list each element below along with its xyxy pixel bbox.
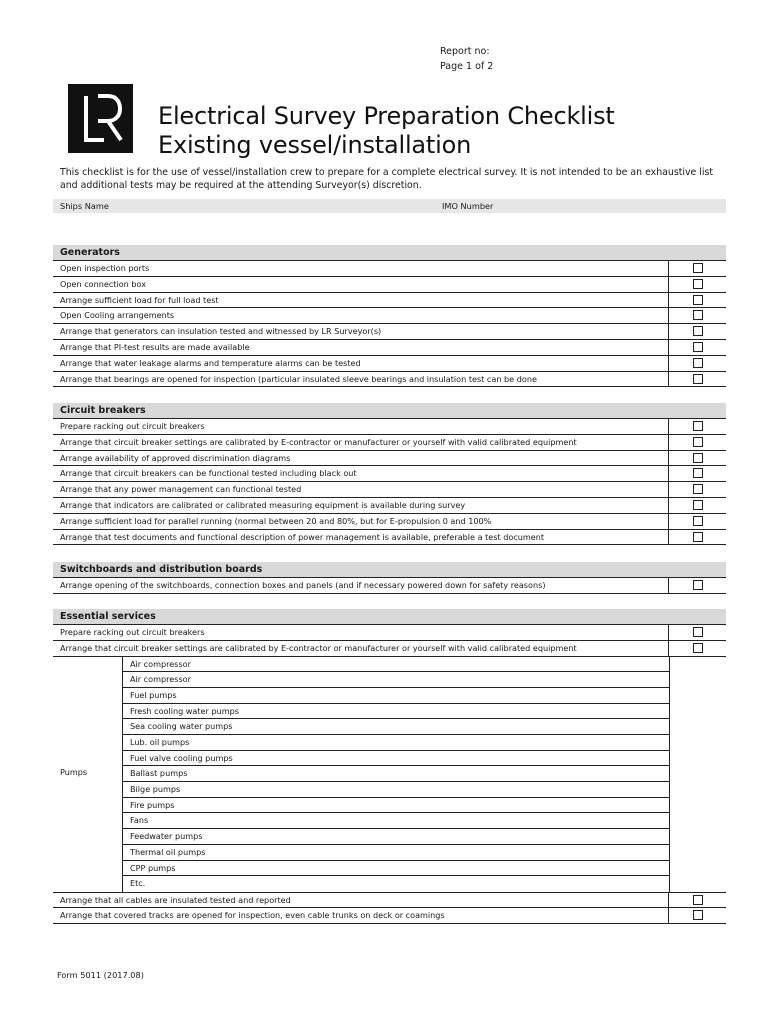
report-number-label: Report no: [440,46,490,57]
checkbox[interactable] [693,484,703,494]
checkbox-cell [668,577,727,594]
checkbox[interactable] [693,910,703,920]
checklist-item-text: Arrange that circuit breaker settings are calibrated by E-contractor or manufacturer or yourself with valid calibrated equipment [60,436,577,447]
checkbox-cell [668,307,727,324]
imo-number-label: IMO Number [442,201,494,211]
pump-item: Thermal oil pumps [123,845,669,861]
checkbox[interactable] [693,295,703,305]
checkbox[interactable] [693,453,703,463]
checkbox-cell [668,292,727,309]
checklist-row [53,514,726,530]
checklist-item-text: Arrange sufficient load for parallel running (normal between 20 and 80%, but for E-propulsion 0 and 100% [60,515,492,526]
form-number: Form 5011 (2017.08) [57,970,144,980]
checklist-item-text: Arrange that circuit breakers can be functional tested including black out [60,468,357,479]
checkbox[interactable] [693,580,703,590]
checklist-row [53,372,726,388]
checkbox-cell [668,418,727,435]
section-title: Essential services [53,609,726,625]
checklist-row [53,625,726,641]
checklist-item-text: Open connection box [60,278,146,289]
pump-item: Fresh cooling water pumps [123,704,669,720]
pump-item: Ballast pumps [123,766,669,782]
section-title: Generators [53,245,726,261]
pumps-block [53,657,726,893]
intro-text: This checklist is for the use of vessel/installation crew to prepare for a complete electrical survey. It is not intended to be an exhaustive list and additional tests may be required at the attending Surveyor(s) discretion. [60,167,714,191]
pump-item: Fuel pumps [123,688,669,704]
checklist-row [53,641,726,657]
checklist-item-text: Arrange that generators can insulation tested and witnessed by LR Surveyor(s) [60,326,382,337]
checklist-row [53,466,726,482]
section-title: Switchboards and distribution boards [53,562,726,578]
checkbox[interactable] [693,263,703,273]
checklist-row [53,908,726,924]
checkbox-cell [668,513,727,530]
checkbox[interactable] [693,468,703,478]
checkbox-cell [668,276,727,293]
checkbox-cell [668,371,727,388]
checkbox-cell [668,260,727,277]
checklist-row [53,340,726,356]
checklist-row [53,293,726,309]
pumps-label: Pumps [60,766,88,777]
checkbox[interactable] [693,342,703,352]
section-generators [53,245,726,387]
pump-item: Fans [123,813,669,829]
checkbox[interactable] [693,895,703,905]
checklist-row [53,419,726,435]
lr-logo [68,84,133,153]
checkbox[interactable] [693,627,703,637]
checkbox-cell [668,640,727,657]
checklist-row [53,277,726,293]
section-switchboards [53,562,726,594]
checkbox-cell [668,907,727,924]
checklist-item-text: Arrange that all cables are insulated tested and reported [60,894,291,905]
checklist-item-text: Arrange that bearings are opened for inspection (particular insulated sleeve bearings and insulation test can be done [60,373,537,384]
checklist-item-text: Arrange that water leakage alarms and temperature alarms can be tested [60,357,361,368]
ships-name-label: Ships Name [60,201,109,211]
checkbox-cell [668,450,727,467]
checkbox-cell [668,339,727,356]
checklist-item-text: Arrange that covered tracks are opened for inspection, even cable trunks on deck or coamings [60,910,445,921]
checklist-row [53,482,726,498]
checklist-item-text: Arrange sufficient load for full load test [60,294,219,305]
pump-item: Bilge pumps [123,782,669,798]
checklist-row [53,435,726,451]
checklist-item-text: Arrange opening of the switchboards, connection boxes and panels (and if necessary powered down for safety reasons) [60,580,546,590]
checklist-row [53,893,726,909]
checkbox-cell [668,529,727,546]
checklist-item-text: Arrange availability of approved discrimination diagrams [60,452,291,463]
checklist-item-text: Arrange that circuit breaker settings are calibrated by E-contractor or manufacturer or yourself with valid calibrated equipment [60,642,577,653]
checkbox-cell [668,323,727,340]
section-essential-services [53,609,726,924]
page-indicator: Page 1 of 2 [440,61,494,72]
pump-item: Feedwater pumps [123,829,669,845]
checkbox-cell [668,434,727,451]
checklist-row [53,308,726,324]
checkbox[interactable] [693,500,703,510]
checklist-item-text: Open Cooling arrangements [60,310,175,321]
pump-item: CPP pumps [123,861,669,877]
pumps-list [122,657,670,892]
checkbox-cell [668,481,727,498]
title-line-2: Existing vessel/installation [158,131,472,159]
checkbox-cell [668,355,727,372]
checklist-row [53,451,726,467]
checkbox[interactable] [693,421,703,431]
checkbox[interactable] [693,374,703,384]
checkbox-cell [668,465,727,482]
pump-item: Air compressor [123,672,669,688]
checklist-item-text: Open inspection ports [60,263,150,273]
checklist-row [53,356,726,372]
pump-item: Air compressor [123,657,669,673]
title-line-1: Electrical Survey Preparation Checklist [158,102,615,130]
checkbox-cell [668,624,727,641]
checkbox-cell [668,497,727,514]
checkbox[interactable] [693,437,703,447]
checklist-row [53,578,726,594]
checkbox[interactable] [693,358,703,368]
checklist-row [53,261,726,277]
checkbox[interactable] [693,279,703,289]
checkbox[interactable] [693,310,703,320]
checklist-row [53,530,726,546]
checkbox-cell [668,892,727,909]
checklist-row [53,324,726,340]
checklist-item-text: Arrange that PI-test results are made available [60,341,250,352]
checklist-item-text: Arrange that test documents and functional description of power management is available, preferable a test document [60,531,545,542]
vessel-info-bar [53,199,726,213]
pump-item: Sea cooling water pumps [123,719,669,735]
checklist-item-text: Arrange that any power management can functional tested [60,484,302,495]
checklist-item-text: Prepare racking out circuit breakers [60,421,205,431]
pump-item: Fire pumps [123,798,669,814]
section-circuit-breakers [53,403,726,545]
pump-item: Fuel valve cooling pumps [123,751,669,767]
page-title [158,102,615,160]
checklist-item-text: Arrange that indicators are calibrated or calibrated measuring equipment is available during survey [60,499,466,510]
checkbox[interactable] [693,643,703,653]
checkbox[interactable] [693,532,703,542]
pump-item: Etc. [130,878,146,889]
pump-item: Lub. oil pumps [123,735,669,751]
checkbox[interactable] [693,516,703,526]
section-title: Circuit breakers [53,403,726,419]
lr-logo-mark [68,84,133,153]
checklist-row [53,498,726,514]
report-meta [440,44,493,74]
checklist-item-text: Prepare racking out circuit breakers [60,627,205,637]
checkbox[interactable] [693,326,703,336]
